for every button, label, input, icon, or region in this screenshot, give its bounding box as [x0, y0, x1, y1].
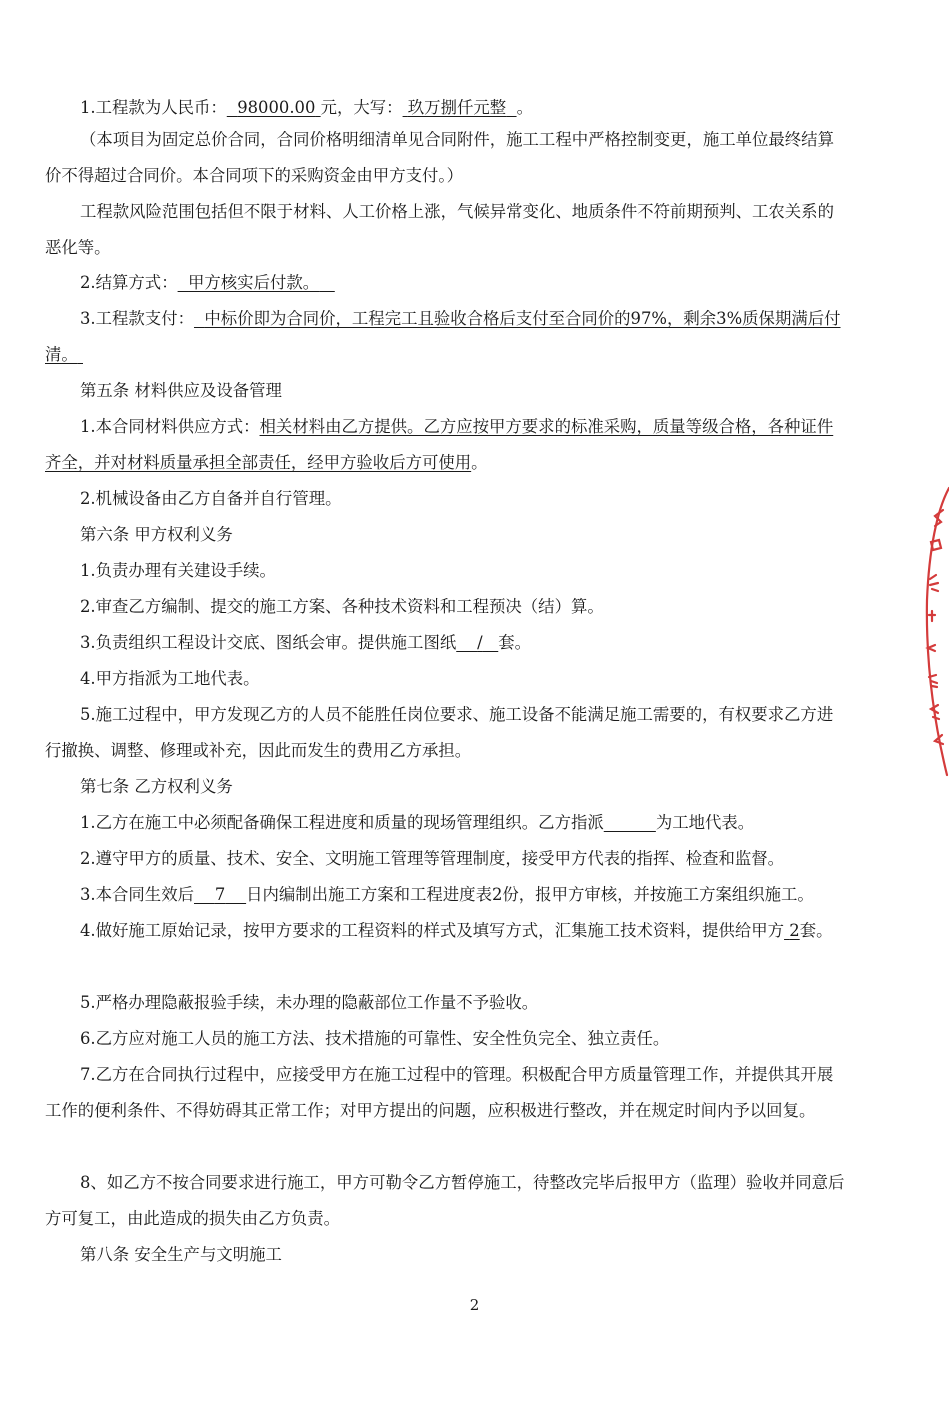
article-5-heading: 第五条 材料供应及设备管理: [80, 381, 282, 400]
article-7-heading: 第七条 乙方权利义务: [80, 777, 233, 796]
drawings-count-blank: /: [477, 633, 483, 652]
period: 。: [471, 453, 488, 472]
label: 1.工程款为人民币：: [80, 98, 227, 117]
material-supply-value: 相关材料由乙方提供。乙方应按甲方要求的标准采购，质量等级合格，各种证件齐全，并对材料质量承担全部责任，经甲方验收后方可使用: [45, 417, 834, 472]
article-7-item-3: [45, 877, 845, 913]
period: 。: [516, 98, 533, 117]
article-7-item-1: [45, 805, 845, 841]
amount-value: 98000.00: [237, 98, 316, 117]
text: 3.负责组织工程设计交底、图纸会审。提供施工图纸: [80, 633, 457, 652]
article-7-item-8: 8、如乙方不按合同要求进行施工，甲方可勒令乙方暂停施工，待整改完毕后报甲方（监理）验收并同意后方可复工，由此造成的损失由乙方负责。: [45, 1173, 845, 1228]
clause-payment-terms: [45, 301, 845, 373]
text: 日内编制出施工方案和工程进度表2份，报甲方审核，并按施工方案组织施工。: [246, 885, 814, 904]
article-7-item-6: 6.乙方应对施工人员的施工方法、技术措施的可靠性、安全性负完全、独立责任。: [80, 1029, 670, 1048]
amount-in-words: 玖万捌仟元整: [407, 98, 507, 117]
article-5-item-1: [45, 409, 845, 481]
article-8-heading: 第八条 安全生产与文明施工: [80, 1245, 282, 1264]
article-6-item-3: [45, 625, 845, 661]
unit-label: 元，大写：: [320, 98, 403, 117]
label: 2.结算方式：: [80, 273, 178, 292]
red-seal-stamp-fragment: [909, 480, 949, 780]
text: 4.做好施工原始记录，按甲方要求的工程资料的样式及填写方式，汇集施工技术资料，提供给甲方: [80, 921, 785, 940]
text: 1.乙方在施工中必须配备确保工程进度和质量的现场管理组织。乙方指派: [80, 813, 604, 832]
article-7-item-7: 7.乙方在合同执行过程中，应接受甲方在施工过程中的管理。积极配合甲方质量管理工作，并提供其开展工作的便利条件、不得妨碍其正常工作；对甲方提出的问题，应积极进行整改，并在规定时间内予以回复。: [45, 1065, 834, 1120]
article-6-item-4: 4.甲方指派为工地代表。: [80, 669, 260, 688]
article-7-item-4: [45, 913, 845, 949]
clause-settlement-method: [45, 265, 845, 301]
article-5-item-2: 2.机械设备由乙方自备并自行管理。: [80, 489, 342, 508]
clause-fixed-price-note: （本项目为固定总价合同，合同价格明细清单见合同附件，施工工程中严格控制变更，施工单位最终结算价不得超过合同价。本合同项下的采购资金由甲方支付。）: [45, 130, 834, 185]
text: 3.本合同生效后: [80, 885, 194, 904]
text: 套。: [498, 633, 532, 652]
article-7-item-2: 2.遵守甲方的质量、技术、安全、文明施工管理等管理制度，接受甲方代表的指挥、检查和监督。: [80, 849, 785, 868]
clause-risk-scope: 工程款风险范围包括但不限于材料、人工价格上涨，气候异常变化、地质条件不符前期预判、工农关系的恶化等。: [45, 202, 834, 257]
label: 1.本合同材料供应方式：: [80, 417, 260, 436]
copies-blank: 2: [789, 921, 800, 940]
payment-terms-value: 中标价即为合同价，工程完工且验收合格后支付至合同价的97%，剩余3%质保期满后付清。: [45, 309, 841, 364]
article-6-heading: 第六条 甲方权利义务: [80, 525, 233, 544]
article-6-item-2: 2.审查乙方编制、提交的施工方案、各种技术资料和工程预决（结）算。: [80, 597, 604, 616]
text: 套。: [799, 921, 833, 940]
label: 3.工程款支付：: [80, 309, 194, 328]
text: 为工地代表。: [655, 813, 755, 832]
settlement-value: 甲方核实后付款。: [188, 273, 320, 292]
page-number: 2: [469, 1296, 480, 1314]
days-blank: 7: [214, 885, 226, 904]
article-6-item-1: 1.负责办理有关建设手续。: [80, 561, 276, 580]
article-6-item-5: 5.施工过程中，甲方发现乙方的人员不能胜任岗位要求、施工设备不能满足施工需要的，有权要求乙方进行撤换、调整、修理或补充，因此而发生的费用乙方承担。: [45, 705, 834, 760]
article-7-item-5: 5.严格办理隐蔽报验手续，未办理的隐蔽部位工作量不予验收。: [80, 993, 539, 1012]
clause-payment-amount: [45, 90, 845, 126]
site-rep-blank: [604, 813, 656, 832]
seal-icon: [909, 480, 949, 780]
